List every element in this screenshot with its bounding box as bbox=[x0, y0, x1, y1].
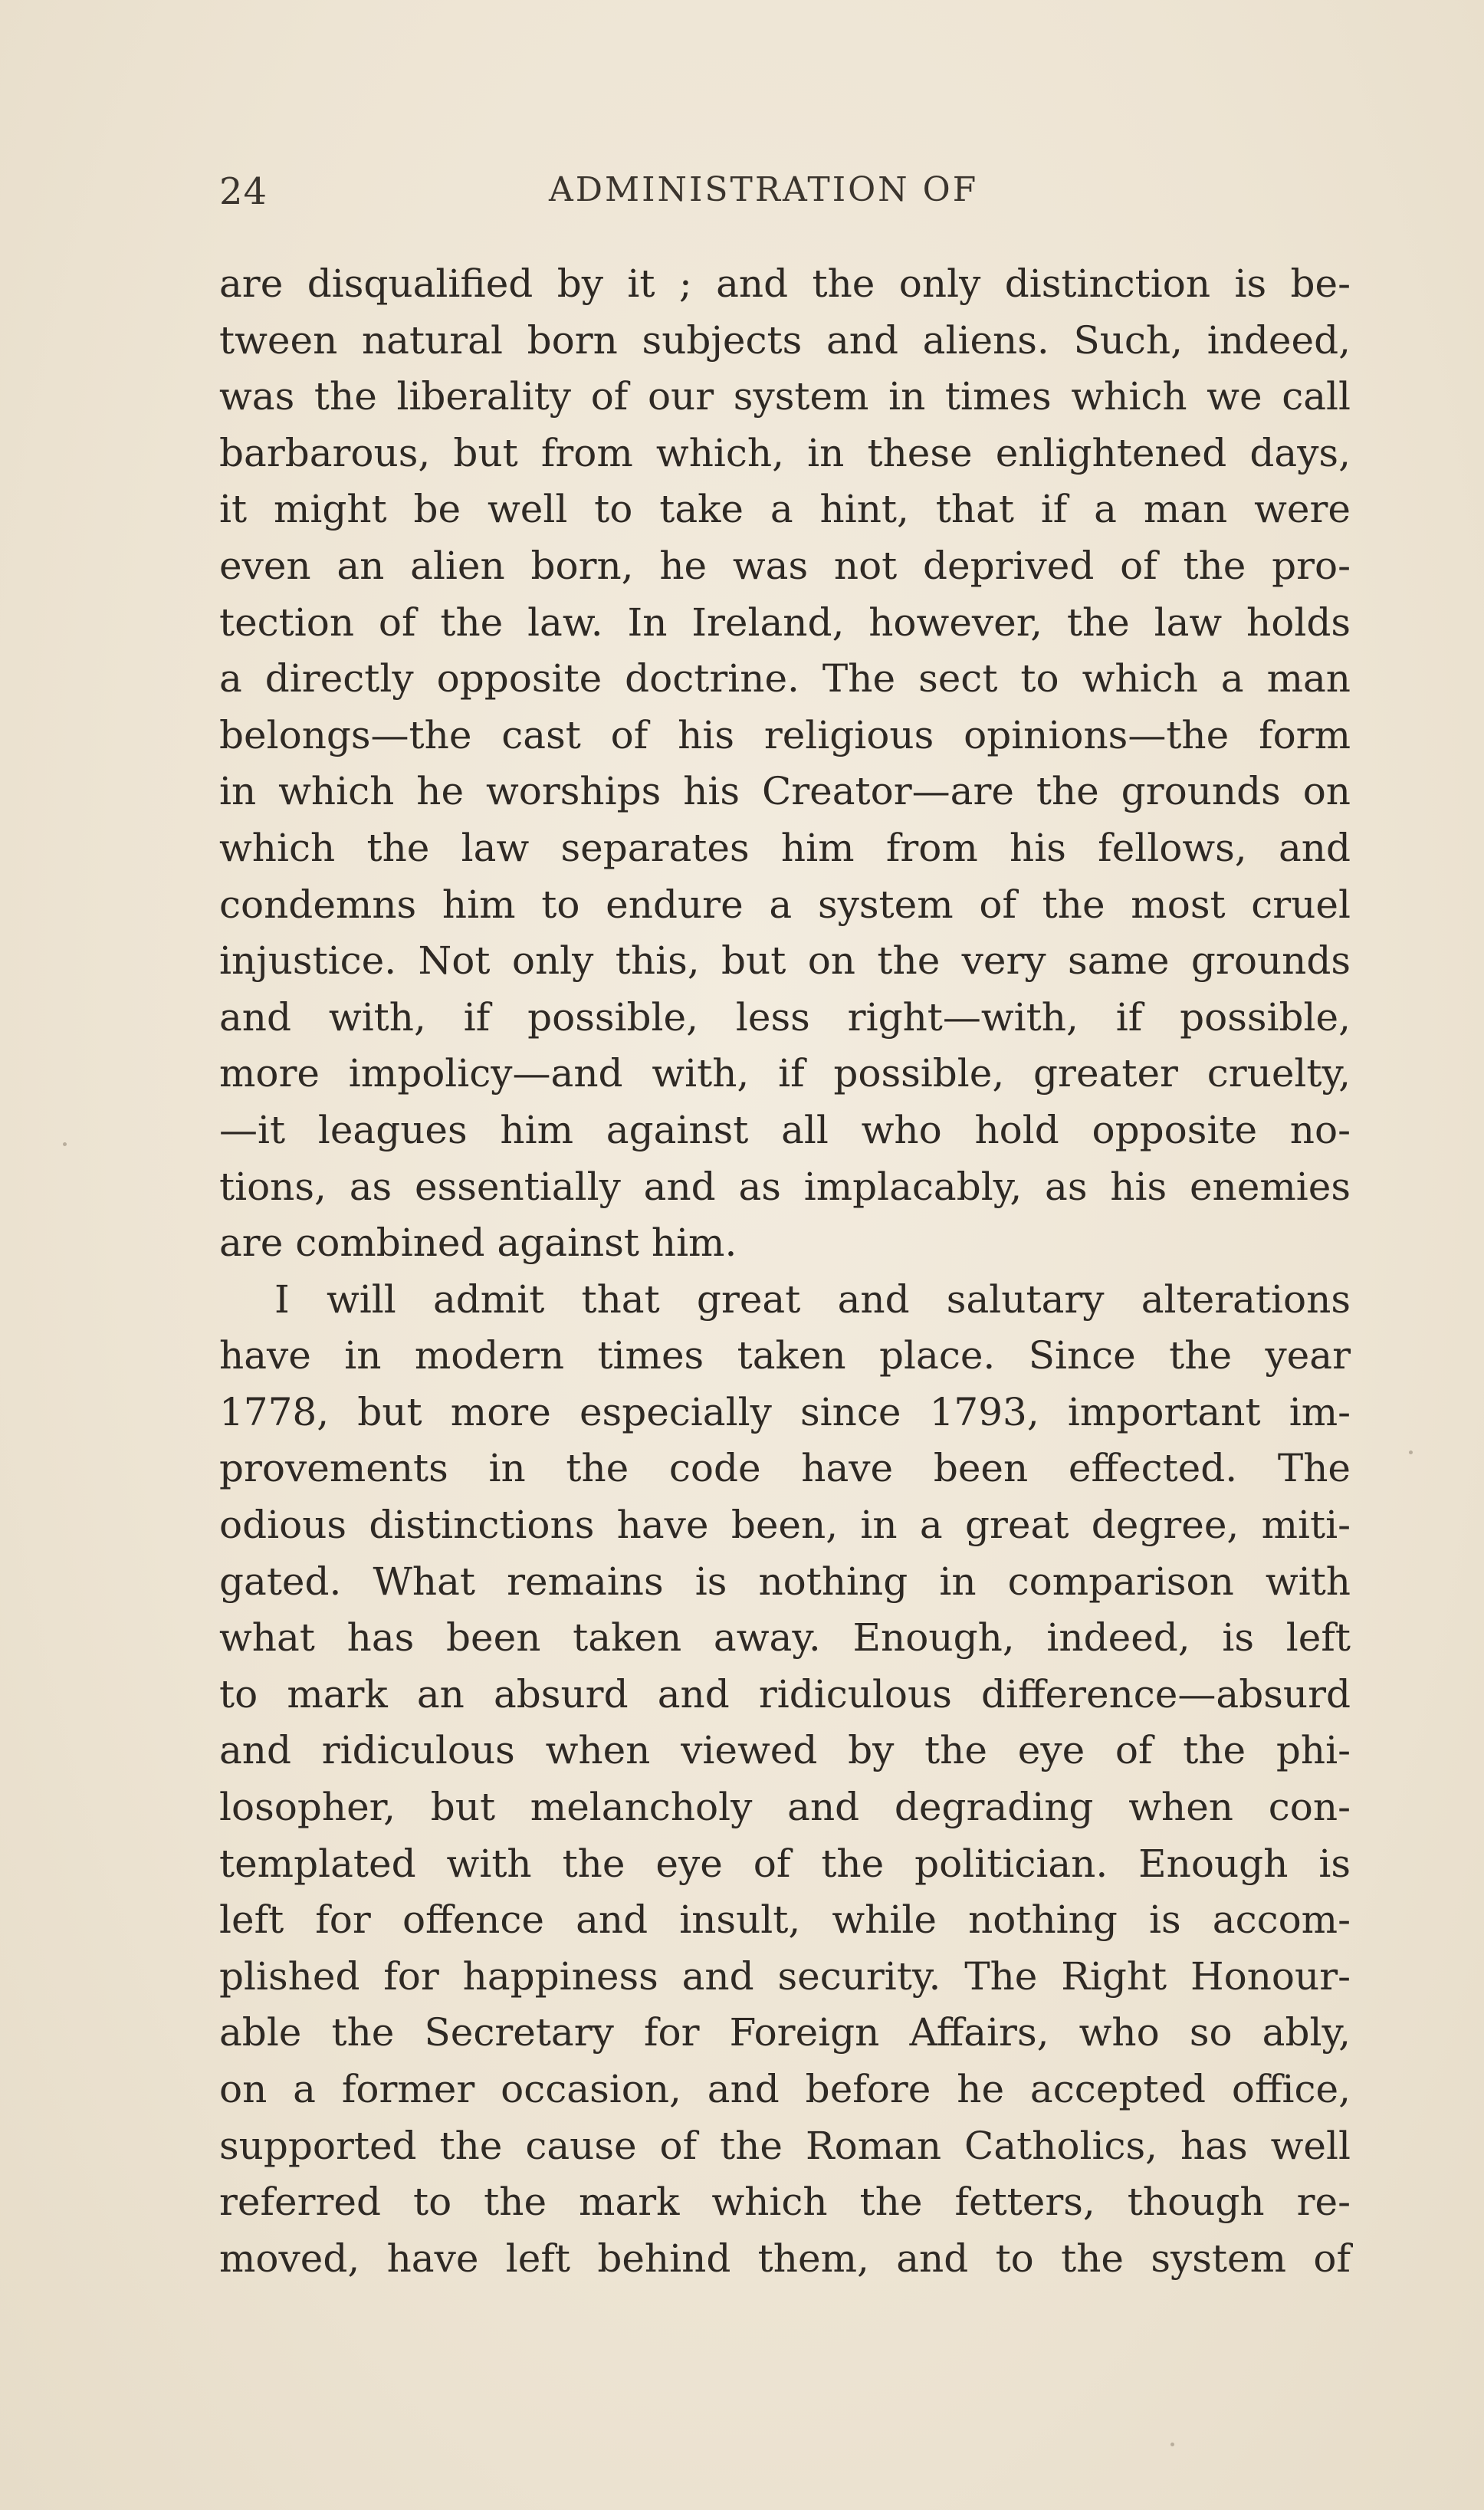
text-line: left for offence and insult, while nothing is accom- bbox=[219, 1897, 1351, 1943]
text-line: plished for happiness and security. The Right Honour- bbox=[219, 1953, 1351, 1999]
text-line: —it leagues him against all who hold opposite no- bbox=[219, 1107, 1351, 1152]
text-line: to mark an absurd and ridiculous difference—absurd bbox=[219, 1671, 1351, 1717]
paper-speck bbox=[1170, 2443, 1174, 2446]
text-line: which the law separates him from his fellows, and bbox=[219, 825, 1351, 870]
text-line: have in modern times taken place. Since the year bbox=[219, 1333, 1351, 1378]
text-line: and ridiculous when viewed by the eye of the phi- bbox=[219, 1728, 1351, 1773]
text-line: templated with the eye of the politician. Enough is bbox=[219, 1841, 1351, 1886]
text-line: condemns him to endure a system of the most cruel bbox=[219, 882, 1351, 927]
text-line: barbarous, but from which, in these enlightened days, bbox=[219, 430, 1351, 475]
page-number: 24 bbox=[219, 170, 268, 213]
text-line: odious distinctions have been, in a great degree, miti- bbox=[219, 1503, 1351, 1548]
paragraph bbox=[219, 256, 1351, 1272]
text-line: more impolicy—and with, if possible, greater cruelty, bbox=[219, 1051, 1351, 1096]
paragraph bbox=[219, 1272, 1351, 2288]
paper-speck bbox=[1409, 1450, 1413, 1454]
text-line: 1778, but more especially since 1793, important im- bbox=[219, 1389, 1351, 1434]
running-head: ADMINISTRATION OF bbox=[549, 170, 979, 209]
text-line: losopher, but melancholy and degrading when con- bbox=[219, 1785, 1351, 1830]
text-line: are disqualified by it ; and the only distinction is be- bbox=[219, 261, 1351, 306]
text-line: a directly opposite doctrine. The sect to which a man bbox=[219, 656, 1351, 701]
text-line: supported the cause of the Roman Catholics, has well bbox=[219, 2123, 1351, 2168]
text-line: even an alien born, he was not deprived of the pro- bbox=[219, 543, 1351, 588]
text-line: referred to the mark which the fetters, though re- bbox=[219, 2180, 1351, 2225]
text-line: tions, as essentially and as implacably, as his enemies bbox=[219, 1164, 1351, 1209]
text-line: and with, if possible, less right—with, if possible, bbox=[219, 994, 1351, 1040]
text-line: are combined against him. bbox=[219, 1221, 737, 1266]
text-line: what has been taken away. Enough, indeed, is left bbox=[219, 1615, 1351, 1661]
text-line: injustice. Not only this, but on the very same grounds bbox=[219, 938, 1351, 984]
text-line: in which he worships his Creator—are the grounds on bbox=[219, 769, 1351, 814]
paper-speck bbox=[63, 1142, 67, 1146]
text-line: able the Secretary for Foreign Affairs, who so ably, bbox=[219, 2010, 1351, 2055]
text-line: moved, have left behind them, and to the system of bbox=[219, 2236, 1351, 2281]
page-header bbox=[219, 170, 1354, 224]
text-line: gated. What remains is nothing in comparison with bbox=[219, 1559, 1351, 1604]
text-line: I will admit that great and salutary alterations bbox=[274, 1276, 1351, 1322]
body-text bbox=[219, 256, 1351, 2287]
text-line: it might be well to take a hint, that if a man were bbox=[219, 487, 1351, 532]
text-line: tween natural born subjects and aliens. Such, indeed, bbox=[219, 317, 1351, 363]
text-line: tection of the law. In Ireland, however, the law holds bbox=[219, 600, 1351, 645]
text-line: provements in the code have been effected. The bbox=[219, 1446, 1351, 1491]
text-line: belongs—the cast of his religious opinions—the form bbox=[219, 712, 1351, 757]
text-line: on a former occasion, and before he accepted office, bbox=[219, 2067, 1351, 2111]
text-line: was the liberality of our system in times which we call bbox=[219, 374, 1351, 419]
